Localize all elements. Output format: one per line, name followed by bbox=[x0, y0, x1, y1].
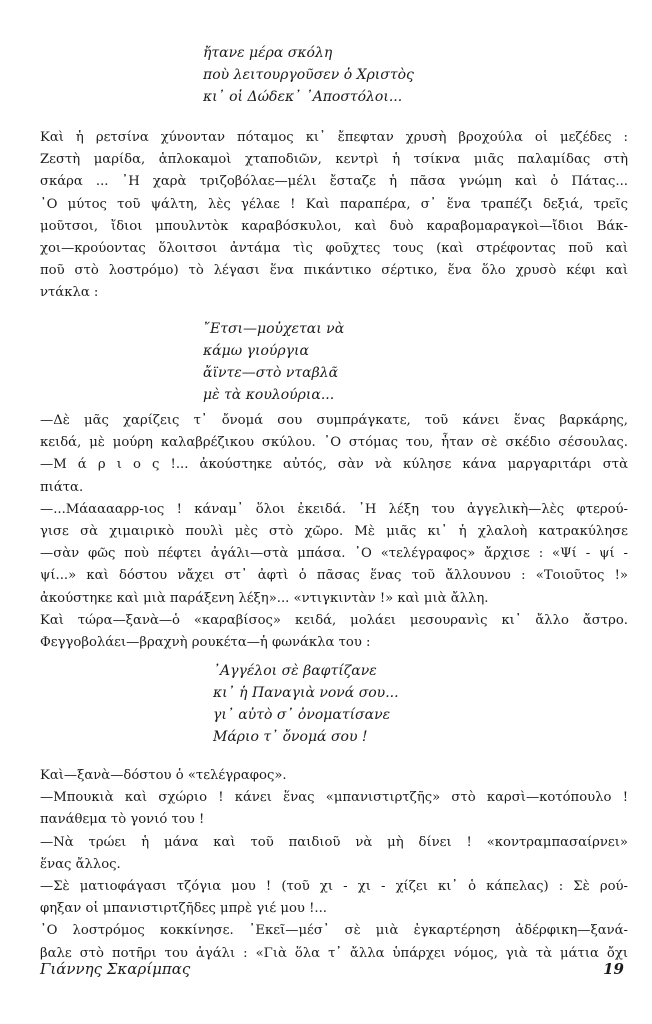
verse-line: κι᾽ οἱ Δώδεκ᾽ ᾽Αποστόλοι... bbox=[203, 89, 403, 105]
text-line: ᾽Ο λοστρόμος κοκκίνησε. ᾽Εκεῖ—μέσ᾽ σὲ μιὰ ἐγκαρτέρηση ἀδέρφικη—ξανά- bbox=[40, 923, 628, 939]
text-line: —Μπουκιὰ καὶ σχώριο ! κάνει ἕνας «μπανιστιρτζῆς» στὸ καρσὶ—κοτόπουλο ! bbox=[40, 790, 628, 806]
text-line: χοι—κρούοντας ὅλοιτσοι ἀντάμα τὶς φοῦχτες τους (καὶ στρέφοντας ποῦ καὶ bbox=[40, 240, 628, 256]
page-number: 19 bbox=[603, 960, 624, 978]
text-line: —Μ ά ρ ι ο ς !... ἀκούστηκε αὐτός, σὰν νὰ κύλησε κάνα μαργαριτάρι στὰ bbox=[40, 457, 628, 473]
verse-line: γι᾽ αὐτὸ σ᾽ ὀνοματίσανε bbox=[213, 707, 391, 723]
verse-block-1 bbox=[203, 42, 414, 108]
text-line: —σὰν φῶς ποὺ πέφτει ἀγάλι—στὰ μπάσα. ᾽Ο «τελέγραφος» ἄρχισε : «Ψί - ψί - bbox=[40, 546, 628, 562]
text-line: φηξαν οἱ μπανιστιρτζῆδες μπρὲ γιέ μου !... bbox=[40, 901, 327, 917]
text-line: πιάτα. bbox=[40, 479, 84, 495]
text-line: —Νὰ τρώει ἡ μάνα καὶ τοῦ παιδιοῦ νὰ μὴ δίνει ! «κοντραμπασαίρνει» bbox=[40, 834, 628, 850]
text-line: πανάθεμα τὸ γονιό του ! bbox=[40, 812, 205, 828]
text-line: ντάκλα : bbox=[40, 285, 99, 301]
text-line: ἕνας ἄλλος. bbox=[40, 856, 121, 872]
prose-block-3 bbox=[40, 765, 628, 965]
text-line: σκάρα ... ᾽Η χαρὰ τριζοβόλαε—μέλι ἔσταζε ἡ πᾶσα γνώμη καὶ ὁ Πάτας... bbox=[40, 174, 628, 190]
text-line: ποῦ στὸ λοστρόμο) τὸ λέγασι ἕνα πικάντικο σέρτικο, ἕνα ὅλο χρυσὸ κέφι καὶ bbox=[40, 263, 628, 279]
prose-block-1 bbox=[40, 127, 628, 305]
verse-line: ᾽Αγγέλοι σὲ βαφτίζανε bbox=[213, 663, 377, 679]
text-line: βαλε στὸ ποτῆρι του ἀγάλι : «Γιὰ ὅλα τ᾽ ἄλλα ὑπάρχει νόμος, γιὰ τὰ μάτια ὄχι bbox=[40, 945, 628, 961]
verse-line: ἄϊντε—στὸ νταβλᾶ bbox=[203, 365, 339, 381]
text-line: Καὶ τώρα—ξανὰ—ὁ «καραβίσος» κειδά, μολάει μεσουρανὶς κι᾽ ἄλλο ἄστρο. bbox=[40, 612, 628, 628]
verse-block-3 bbox=[213, 660, 399, 748]
text-line: Καὶ—ξανὰ—δόστου ὁ «τελέγραφος». bbox=[40, 768, 287, 783]
verse-line: Μάριο τ᾽ ὄνομά σου ! bbox=[213, 729, 368, 745]
verse-line: κάμω γιούργια bbox=[203, 343, 309, 359]
text-line: Καὶ ἡ ρετσίνα χύνονταν πόταμος κι᾽ ἔπεφταν χρυσὴ βροχούλα οἱ μεζέδες : bbox=[40, 130, 628, 145]
text-line: γισε σὰ χιμαιρικὸ πουλὶ μὲς στὸ χῶρο. Μὲ μιᾶς κι᾽ ἡ χλαλοὴ κατρακύλησε bbox=[40, 523, 628, 539]
text-line: —...Μάααααρρ-ιος ! κάναμ᾽ ὅλοι ἐκειδά. ᾽Η λέξη του ἀγγελικὴ—λὲς φτερού- bbox=[40, 501, 628, 517]
text-line: Ζεστὴ μαρίδα, ἁπλοκαμοὶ χταποδιῶν, κεντρὶ ἡ τσίκνα μιᾶς παλαμίδας στὴ bbox=[40, 152, 628, 168]
verse-line: κι᾽ ἡ Παναγιὰ νονά σου... bbox=[213, 685, 399, 701]
prose-block-2 bbox=[40, 410, 628, 654]
verse-line: ῎Ετσι—μοὐχεται νὰ bbox=[203, 321, 345, 337]
text-line: —Σὲ ματιοφάγασι τζόγια μου ! (τοῦ χι - χι - χίζει κι᾽ ὁ κάπελας) : Σὲ ρού- bbox=[40, 878, 628, 894]
verse-line: ἤτανε μέρα σκόλη bbox=[203, 45, 333, 61]
text-line: μοῦτσοι, ἴδιοι μπουλντὸκ καραβόσκυλοι, καὶ δυὸ καραβομαραγκοὶ—ἴδιοι Βάκ- bbox=[40, 218, 628, 234]
text-line: ψί...» καὶ δόστου νἄχει στ᾽ ἀφτὶ ὁ πᾶσας ἕνας τοῦ ἄλλουνου : «Τοιοῦτος !» bbox=[40, 568, 628, 584]
text-line: ᾽Ο μύτος τοῦ ψάλτη, λὲς γέλαε ! Καὶ παραπέρα, σ᾽ ἕνα τραπέζι δεξιά, τρεῖς bbox=[40, 196, 628, 212]
text-line: —Δὲ μᾶς χαρίζεις τ᾽ ὄνομά σου συμπράγκατε, τοῦ κάνει ἕνας βαρκάρης, bbox=[40, 413, 628, 428]
verse-line: ποὺ λειτουργοῦσεν ὁ Χριστὸς bbox=[203, 67, 414, 83]
verse-line: μὲ τὰ κουλούρια... bbox=[203, 387, 335, 403]
footer-author: Γιάννης Σκαρίμπας bbox=[40, 960, 191, 978]
text-line: ἀκούστηκε καὶ μιὰ παράξενη λέξη»... «ντιγκιντὰν !» καὶ μιὰ ἄλλη. bbox=[40, 590, 489, 606]
verse-block-2 bbox=[203, 318, 344, 406]
text-line: κειδά, μὲ μούρη καλαβρέζικου σκύλου. ᾽Ο στόμας του, ἦταν σὲ σκέδιο σέσουλας. bbox=[40, 435, 628, 451]
text-line: Φεγγοβολάει—βραχνὴ ρουκέτα—ἡ φωνάκλα του : bbox=[40, 634, 371, 650]
